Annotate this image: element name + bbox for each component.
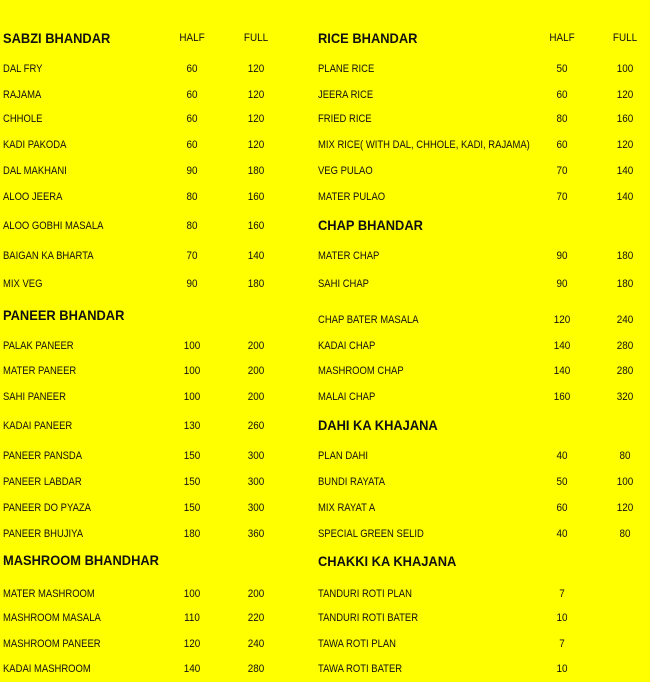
half-price: 180 bbox=[183, 528, 201, 540]
half-price: 60 bbox=[186, 89, 198, 101]
item-name: MASHROOM CHAP bbox=[318, 365, 404, 377]
full-price: 120 bbox=[616, 89, 634, 101]
full-price: 120 bbox=[247, 89, 265, 101]
item-name: MASHROOM MASALA bbox=[3, 612, 101, 624]
item-name: TAWA ROTI BATER bbox=[318, 663, 403, 675]
half-price: 60 bbox=[556, 502, 568, 514]
item-name: MATER PULAO bbox=[318, 191, 386, 203]
half-price: 90 bbox=[556, 278, 568, 290]
half-price: 120 bbox=[183, 638, 201, 650]
half-price: 10 bbox=[556, 612, 568, 624]
menu-item-row bbox=[315, 135, 650, 155]
section-title: RICE BHANDAR bbox=[318, 30, 418, 46]
half-price: 140 bbox=[553, 340, 571, 352]
section-title: CHAKKI KA KHAJANA bbox=[318, 553, 457, 569]
full-price: 240 bbox=[247, 638, 265, 650]
item-name: ALOO GOBHI MASALA bbox=[3, 220, 104, 232]
section-title: PANEER BHANDAR bbox=[3, 307, 125, 323]
full-price: 300 bbox=[247, 476, 265, 488]
full-price: 100 bbox=[616, 63, 634, 75]
full-price: 120 bbox=[247, 113, 265, 125]
item-name: MATER CHAP bbox=[318, 250, 380, 262]
item-name: PLAN DAHI bbox=[318, 450, 368, 462]
half-price: 150 bbox=[183, 450, 201, 462]
half-price: 7 bbox=[559, 638, 565, 650]
half-price: 160 bbox=[553, 391, 571, 403]
half-price: 140 bbox=[183, 663, 201, 675]
menu-item-row bbox=[315, 659, 650, 679]
half-price: 50 bbox=[556, 476, 568, 488]
full-price: 160 bbox=[247, 191, 265, 203]
half-price: 110 bbox=[184, 612, 200, 624]
menu-item-row bbox=[0, 187, 300, 207]
half-price: 70 bbox=[556, 165, 568, 177]
half-price: 60 bbox=[556, 89, 568, 101]
full-price: 300 bbox=[247, 450, 265, 462]
menu-item-row bbox=[0, 584, 300, 604]
item-name: KADAI CHAP bbox=[318, 340, 376, 352]
menu-item-row bbox=[315, 85, 650, 105]
menu-item-row bbox=[0, 59, 300, 79]
half-price: 60 bbox=[186, 113, 198, 125]
half-price: 10 bbox=[556, 663, 568, 675]
item-name: PANEER PANSDA bbox=[3, 450, 83, 462]
half-price: 60 bbox=[186, 63, 198, 75]
menu-item-row bbox=[0, 336, 300, 356]
item-name: SAHI PANEER bbox=[3, 391, 66, 403]
full-price: 100 bbox=[616, 476, 634, 488]
item-name: CHHOLE bbox=[3, 113, 43, 125]
section-header bbox=[0, 550, 300, 570]
half-column-heading: HALF bbox=[179, 32, 205, 44]
menu-item-row bbox=[0, 216, 300, 236]
item-name: MIX VEG bbox=[3, 278, 43, 290]
menu-item-row bbox=[315, 161, 650, 181]
half-price: 80 bbox=[186, 220, 198, 232]
section-header bbox=[315, 551, 650, 571]
menu-item-row bbox=[315, 472, 650, 492]
half-price: 7 bbox=[559, 588, 565, 600]
full-price: 280 bbox=[616, 365, 634, 377]
full-price: 80 bbox=[619, 450, 631, 462]
menu-item-row bbox=[0, 161, 300, 181]
half-price: 60 bbox=[186, 139, 198, 151]
half-price: 70 bbox=[186, 250, 198, 262]
item-name: JEERA RICE bbox=[318, 89, 374, 101]
menu-item-row bbox=[0, 135, 300, 155]
item-name: SPECIAL GREEN SELID bbox=[318, 528, 424, 540]
section-title: DAHI KA KHAJANA bbox=[318, 417, 438, 433]
item-name: PANEER LABDAR bbox=[3, 476, 82, 488]
item-name: ALOO JEERA bbox=[3, 191, 63, 203]
item-name: MALAI CHAP bbox=[318, 391, 376, 403]
item-name: MIX RICE( WITH DAL, CHHOLE, KADI, RAJAMA) bbox=[318, 139, 530, 151]
item-name: DAL FRY bbox=[3, 63, 43, 75]
full-price: 200 bbox=[247, 391, 265, 403]
menu-item-row bbox=[315, 608, 650, 628]
item-name: KADAI PANEER bbox=[3, 420, 73, 432]
menu-item-row bbox=[315, 446, 650, 466]
menu-item-row bbox=[0, 416, 300, 436]
menu-item-row bbox=[315, 361, 650, 381]
item-name: PANEER BHUJIYA bbox=[3, 528, 84, 540]
full-price: 280 bbox=[616, 340, 634, 352]
menu-item-row bbox=[315, 336, 650, 356]
full-price: 200 bbox=[247, 588, 265, 600]
half-price: 70 bbox=[556, 191, 568, 203]
half-price: 100 bbox=[183, 340, 201, 352]
full-price: 160 bbox=[247, 220, 265, 232]
item-name: KADI PAKODA bbox=[3, 139, 67, 151]
section-header bbox=[0, 305, 300, 325]
menu-item-row bbox=[0, 109, 300, 129]
half-price: 80 bbox=[186, 191, 198, 203]
half-price: 40 bbox=[556, 528, 568, 540]
half-price: 90 bbox=[556, 250, 568, 262]
full-price: 240 bbox=[616, 314, 634, 326]
full-price: 180 bbox=[616, 278, 634, 290]
section-title: MASHROOM BHANDHAR bbox=[3, 552, 159, 568]
menu-item-row bbox=[0, 246, 300, 266]
menu-item-row bbox=[315, 187, 650, 207]
full-price: 140 bbox=[616, 165, 634, 177]
full-price: 260 bbox=[247, 420, 265, 432]
item-name: RAJAMA bbox=[3, 89, 42, 101]
full-price: 120 bbox=[247, 63, 265, 75]
full-column-heading: FULL bbox=[243, 32, 269, 44]
menu-item-row bbox=[315, 498, 650, 518]
half-price: 90 bbox=[186, 165, 198, 177]
full-price: 280 bbox=[247, 663, 265, 675]
half-price: 90 bbox=[186, 278, 198, 290]
item-name: TAWA ROTI PLAN bbox=[318, 638, 396, 650]
item-name: BUNDI RAYATA bbox=[318, 476, 386, 488]
item-name: CHAP BATER MASALA bbox=[318, 314, 419, 326]
full-price: 200 bbox=[247, 340, 265, 352]
section-title: CHAP BHANDAR bbox=[318, 217, 423, 233]
item-name: VEG PULAO bbox=[318, 165, 373, 177]
menu-item-row bbox=[315, 634, 650, 654]
item-name: DAL MAKHANI bbox=[3, 165, 67, 177]
item-name: MATER PANEER bbox=[3, 365, 77, 377]
half-price: 150 bbox=[183, 476, 201, 488]
full-price: 220 bbox=[247, 612, 265, 624]
full-price: 120 bbox=[247, 139, 265, 151]
item-name: TANDURI ROTI PLAN bbox=[318, 588, 412, 600]
full-price: 160 bbox=[616, 113, 634, 125]
section-header bbox=[315, 28, 650, 48]
item-name: PALAK PANEER bbox=[3, 340, 74, 352]
menu-item-row bbox=[315, 274, 650, 294]
item-name: MATER MASHROOM bbox=[3, 588, 95, 600]
item-name: PANEER DO PYAZA bbox=[3, 502, 91, 514]
half-price: 100 bbox=[183, 365, 201, 377]
full-price: 300 bbox=[247, 502, 265, 514]
half-price: 50 bbox=[556, 63, 568, 75]
half-price: 140 bbox=[553, 365, 571, 377]
full-price: 180 bbox=[247, 165, 265, 177]
menu-item-row bbox=[0, 634, 300, 654]
full-price: 320 bbox=[616, 391, 634, 403]
half-price: 60 bbox=[556, 139, 568, 151]
half-price: 80 bbox=[556, 113, 568, 125]
item-name: SAHI CHAP bbox=[318, 278, 369, 290]
item-name: FRIED RICE bbox=[318, 113, 372, 125]
item-name: PLANE RICE bbox=[318, 63, 375, 75]
menu-item-row bbox=[0, 472, 300, 492]
menu-item-row bbox=[0, 659, 300, 679]
item-name: KADAI MASHROOM bbox=[3, 663, 91, 675]
half-price: 100 bbox=[183, 391, 201, 403]
full-price: 120 bbox=[616, 502, 634, 514]
full-column-heading: FULL bbox=[612, 32, 638, 44]
item-name: MIX RAYAT A bbox=[318, 502, 376, 514]
menu-item-row bbox=[315, 109, 650, 129]
menu-item-row bbox=[0, 387, 300, 407]
full-price: 200 bbox=[247, 365, 265, 377]
section-title: SABZI BHANDAR bbox=[3, 30, 111, 46]
half-price: 100 bbox=[183, 588, 201, 600]
full-price: 120 bbox=[616, 139, 634, 151]
item-name: MASHROOM PANEER bbox=[3, 638, 101, 650]
half-column-heading: HALF bbox=[549, 32, 575, 44]
item-name: TANDURI ROTI BATER bbox=[318, 612, 419, 624]
full-price: 360 bbox=[247, 528, 265, 540]
full-price: 140 bbox=[616, 191, 634, 203]
half-price: 120 bbox=[553, 314, 571, 326]
menu-item-row bbox=[315, 246, 650, 266]
half-price: 40 bbox=[556, 450, 568, 462]
section-header bbox=[315, 415, 650, 435]
section-header bbox=[0, 28, 300, 48]
section-header bbox=[315, 215, 650, 235]
menu-item-row bbox=[315, 387, 650, 407]
menu-item-row bbox=[0, 361, 300, 381]
half-price: 130 bbox=[183, 420, 201, 432]
half-price: 150 bbox=[183, 502, 201, 514]
menu-item-row bbox=[315, 524, 650, 544]
menu-item-row bbox=[315, 584, 650, 604]
item-name: BAIGAN KA BHARTA bbox=[3, 250, 94, 262]
menu-item-row bbox=[315, 59, 650, 79]
menu-item-row bbox=[315, 310, 650, 330]
menu-item-row bbox=[0, 608, 300, 628]
full-price: 180 bbox=[616, 250, 634, 262]
menu-item-row bbox=[0, 524, 300, 544]
menu-item-row bbox=[0, 498, 300, 518]
full-price: 140 bbox=[247, 250, 265, 262]
menu-item-row bbox=[0, 85, 300, 105]
full-price: 80 bbox=[619, 528, 631, 540]
full-price: 180 bbox=[247, 278, 265, 290]
menu-item-row bbox=[0, 274, 300, 294]
menu-item-row bbox=[0, 446, 300, 466]
